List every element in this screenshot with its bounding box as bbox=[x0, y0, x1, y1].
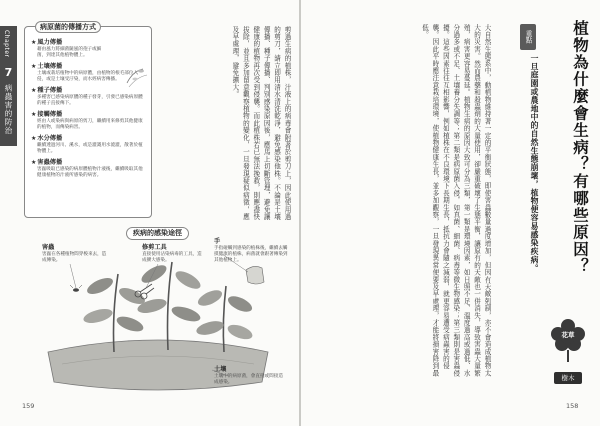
callout-name: 手 bbox=[214, 238, 221, 245]
infection-diagram bbox=[18, 224, 292, 402]
chapter-number: 7 bbox=[4, 66, 13, 79]
chapter-title: 病蟲害的防治 bbox=[4, 84, 13, 135]
category-primary: 花草 bbox=[561, 331, 575, 339]
route-item bbox=[31, 111, 147, 131]
callout-hand bbox=[214, 238, 288, 264]
route-item bbox=[31, 39, 147, 59]
summary-label: 重點 bbox=[520, 24, 536, 50]
diagram-title: 疾病的感染途徑 bbox=[126, 227, 189, 240]
page-number-right: 158 bbox=[566, 402, 579, 410]
flower-badge-icon bbox=[548, 318, 588, 368]
left-page bbox=[0, 0, 299, 426]
wind-bug-icon bbox=[123, 63, 149, 91]
routes-list bbox=[31, 39, 147, 183]
page-title: 植物為什麼會生病？有哪些原因？ bbox=[571, 20, 589, 275]
star-icon: ★ bbox=[31, 159, 37, 166]
route-name: 種子傳播 bbox=[37, 87, 63, 94]
category-badge bbox=[548, 318, 588, 392]
route-desc: 害蟲吸取已感染的病原體植物汁液後，繼續吸取其他健康植物的汁液所感染的病害。 bbox=[37, 167, 143, 178]
callout-name: 土壤 bbox=[214, 366, 227, 373]
callout-pest bbox=[42, 244, 108, 264]
callout-desc: 直接使用沾染病毒的工具，造成擴大感染。 bbox=[142, 252, 202, 263]
callout-name: 害蟲 bbox=[42, 244, 55, 251]
chapter-label: Chapter bbox=[3, 30, 10, 58]
route-desc: 繼續透過河川、溪水，或是灌溉用水澆灌，散著於植物體上。 bbox=[37, 143, 143, 154]
page-number-left: 159 bbox=[22, 402, 35, 410]
category-secondary: 樹木 bbox=[554, 372, 582, 384]
route-desc: 經由人或染病與病原的剪刀，繼續用來修剪其他健康的植物，而傳染病害。 bbox=[37, 119, 143, 130]
star-icon: ★ bbox=[31, 39, 37, 46]
callout-desc: 土壤中的病原菌，會直接或間接造成感染。 bbox=[214, 374, 283, 385]
route-desc: 多種害已感染病原體的種子發芽，引發已感染病原體的種子直接傳下。 bbox=[37, 95, 143, 106]
callout-soil bbox=[214, 366, 284, 386]
routes-box-title: 病原菌的傳播方式 bbox=[35, 21, 101, 33]
transmission-routes-box bbox=[24, 23, 152, 218]
left-body-text: 剪過生病的植株，汁液上的病毒會附著於剪刀上，因此使用過的剪刀，請立即用清水清洗乾淨，避免感染他株。不論是土壤傳播、種子傳播、判別感染原因後，應馬上切斷管理，避免讓健康的植物再次受到侵襲。而此植株若已無法挽救，則應盡快拔除，並且多加留意觀察植物的變化，一旦發現疑似病徵，應及早處理，避免擴大。 bbox=[230, 26, 291, 221]
callout-desc: 害蟲在各種植物間穿梭來去，造成傳染。 bbox=[42, 252, 107, 263]
callout-desc: 手指碰觸到感染的植株後，繼續去觸摸健康的植株，病菌就會跟著傳染到其他植物上。 bbox=[214, 246, 288, 263]
chapter-tab[interactable] bbox=[0, 26, 17, 146]
route-desc: 土壤或栽培植物中的病原體，由植物的根毛部位入侵，或是土壤受汙染，而水經病害傳播。 bbox=[37, 71, 139, 82]
callout-name: 修剪工具 bbox=[142, 244, 167, 251]
route-item bbox=[31, 135, 147, 155]
route-name: 接觸傳播 bbox=[37, 111, 63, 118]
star-icon: ★ bbox=[31, 63, 37, 70]
summary-text: 一旦庭園或農地中的自然生態崩壞，植物便容易感染疾病。 bbox=[530, 54, 539, 273]
star-icon: ★ bbox=[31, 87, 37, 94]
star-icon: ★ bbox=[31, 135, 37, 142]
route-item bbox=[31, 159, 147, 179]
route-desc: 藉由風力將細菌隨風的孢子或細菌，到達其他植物體上。 bbox=[37, 47, 102, 58]
star-icon: ★ bbox=[31, 111, 37, 118]
callout-tools bbox=[142, 244, 204, 264]
route-name: 害蟲傳播 bbox=[37, 159, 63, 166]
route-name: 土壤傳播 bbox=[37, 63, 63, 70]
route-name: 水分傳播 bbox=[37, 135, 63, 142]
route-name: 風力傳播 bbox=[37, 39, 63, 46]
right-body-text: 大自然生態系中，動植物維持著一定的平衡狀態，即使害蟲數量過度增加，但因有天敵剋制，亦不會造成植物太大的災害。然而農藥和殺蟲劑的大量使用，卻嚴重破壞了生態平衡，讓原有的天敵也一併消失，導致害蟲大量繁殖，病害更容易蔓延。植物生病的原因大致可分為三類，第一類是環境因素，如日照不足、溫度過高或過低、水分過多或不足、土壤養分失調等；第二類是病原菌入侵，如真菌、細菌、病毒等微生物感染；第三類則是害蟲侵擾。這些因素往往互相影響，例如植株在不良環境下長期生長，抵抗力會隨之減弱，就更容易遭受病蟲害的侵襲。因此平時應注意栽培環境，使植物健康生長，並多加觀察，一旦發現異常便要及早處理，才能將損害降到最低。 bbox=[420, 24, 491, 377]
